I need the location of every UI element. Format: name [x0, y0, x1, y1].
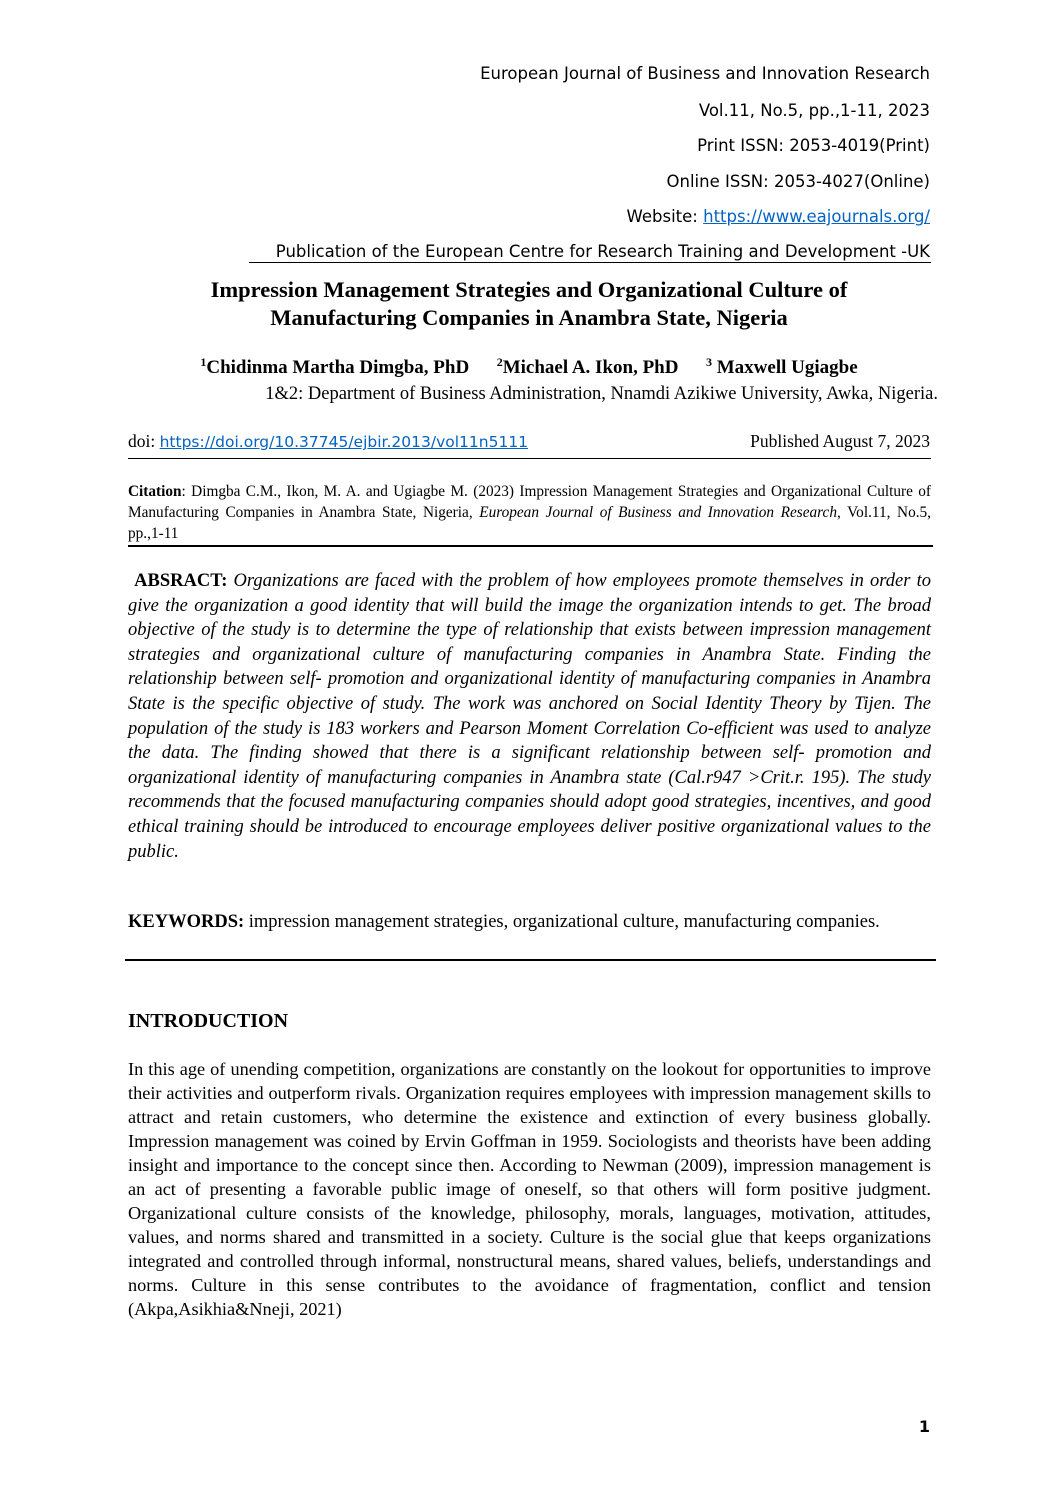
publisher-line: Publication of the European Centre for Research Training and Development -UK: [275, 242, 930, 261]
title-line-1: Impression Management Strategies and Organizational Culture of: [210, 277, 848, 302]
paper-title: [120, 276, 938, 332]
published-date: Published August 7, 2023: [750, 431, 930, 451]
citation-tail: , Vol.11, No.5, pp.,1-11: [128, 504, 932, 542]
website-link[interactable]: https://www.eajournals.org/: [703, 207, 930, 226]
header-rule: [249, 262, 931, 263]
affiliation: 1&2: Department of Business Administration, Nnamdi Azikiwe University, Awka, Nigeria.: [265, 384, 938, 404]
doi-rule: [128, 458, 931, 459]
author-3: Maxwell Ugiagbe: [711, 357, 858, 378]
website-label: Website:: [626, 207, 704, 226]
citation-rule: [128, 545, 933, 547]
author-1-sup: 1: [200, 355, 207, 369]
volume-info: Vol.11, No.5, pp.,1-11, 2023: [698, 101, 930, 120]
print-issn: Print ISSN: 2053-4019(Print): [697, 136, 930, 155]
keywords-label: KEYWORDS:: [128, 912, 245, 932]
keywords-rule: [125, 959, 936, 961]
citation-label: Citation: [128, 483, 182, 500]
intro-paragraph: In this age of unending competition, organizations are constantly on the lookout for opportunities to improve their activities and outperform rivals. Organization requires employees with impression management skills to attract and retain customers, who determine the existence and extinction of every business globally. Impression management was coined by Ervin Goffman in 1959. Sociologists and theorists have been adding insight and importance to the concept since then. According to Newman (2009), impression management is an act of presenting a favorable public image of oneself, so that others will form positive judgment. Organizational culture consists of the knowledge, philosophy, morals, languages, motivation, attitudes, values, and norms shared and transmitted in a society. Culture is the social glue that keeps organizations integrated and controlled through informal, nonstructural means, shared values, beliefs, understandings and norms. Culture in this sense contributes to the avoidance of fragmentation, conflict and tension (Akpa,Asikhia&Nneji, 2021): [128, 1059, 931, 1319]
citation-text: : Dimgba C.M., Ikon, M. A. and Ugiagbe M. (2023) Impression Management Strategies and Organizational Culture of Manufacturing Companies in Anambra State, Nigeria,: [128, 483, 931, 521]
title-line-2: Manufacturing Companies in Anambra State, Nigeria: [270, 305, 788, 330]
keywords: [128, 910, 931, 934]
page-number: 1: [918, 1417, 930, 1436]
citation-journal: European Journal of Business and Innovation Research: [479, 504, 837, 521]
citation: [128, 481, 931, 544]
intro-heading: INTRODUCTION: [128, 1010, 289, 1032]
doi-link[interactable]: https://doi.org/10.37745/ejbir.2013/vol11n5111: [159, 433, 529, 451]
online-issn: Online ISSN: 2053-4027(Online): [666, 172, 930, 191]
author-2-sup: 2: [496, 355, 503, 369]
author-3-sup: 3: [705, 355, 712, 369]
doi-line: [128, 431, 528, 452]
website-line: [627, 207, 930, 226]
abstract-label: ABSRACT:: [134, 571, 228, 591]
author-2: Michael A. Ikon, PhD: [502, 357, 679, 378]
abstract: [128, 569, 931, 864]
authors-line: [120, 355, 938, 379]
journal-name: European Journal of Business and Innovation Research: [480, 64, 930, 83]
abstract-text: Organizations are faced with the problem of how employees promote themselves in order to give the organization a good identity that will build the image the organization intends to get. The broad objective of the study is to determine the type of relationship that exists between impression management strategies and organizational culture of manufacturing companies in Anambra State. Finding the relationship between self- promotion and organizational identity of manufacturing companies in Anambra State is the specific objective of study. The work was anchored on Social Identity Theory by Tijen. The population of the study is 183 workers and Pearson Moment Correlation Co-efficient was used to analyze the data. The finding showed that there is a significant relationship between self- promotion and organizational identity of manufacturing companies in Anambra state (Cal.r947 >Crit.r. 195). The study recommends that the focused manufacturing companies should adopt good strategies, incentives, and good ethical training should be introduced to encourage employees deliver positive organizational values to the public.: [128, 571, 931, 862]
keywords-text: impression management strategies, organizational culture, manufacturing companies.: [248, 912, 880, 932]
author-1: Chidinma Martha Dimgba, PhD: [206, 357, 470, 378]
doi-label: doi:: [128, 431, 160, 451]
